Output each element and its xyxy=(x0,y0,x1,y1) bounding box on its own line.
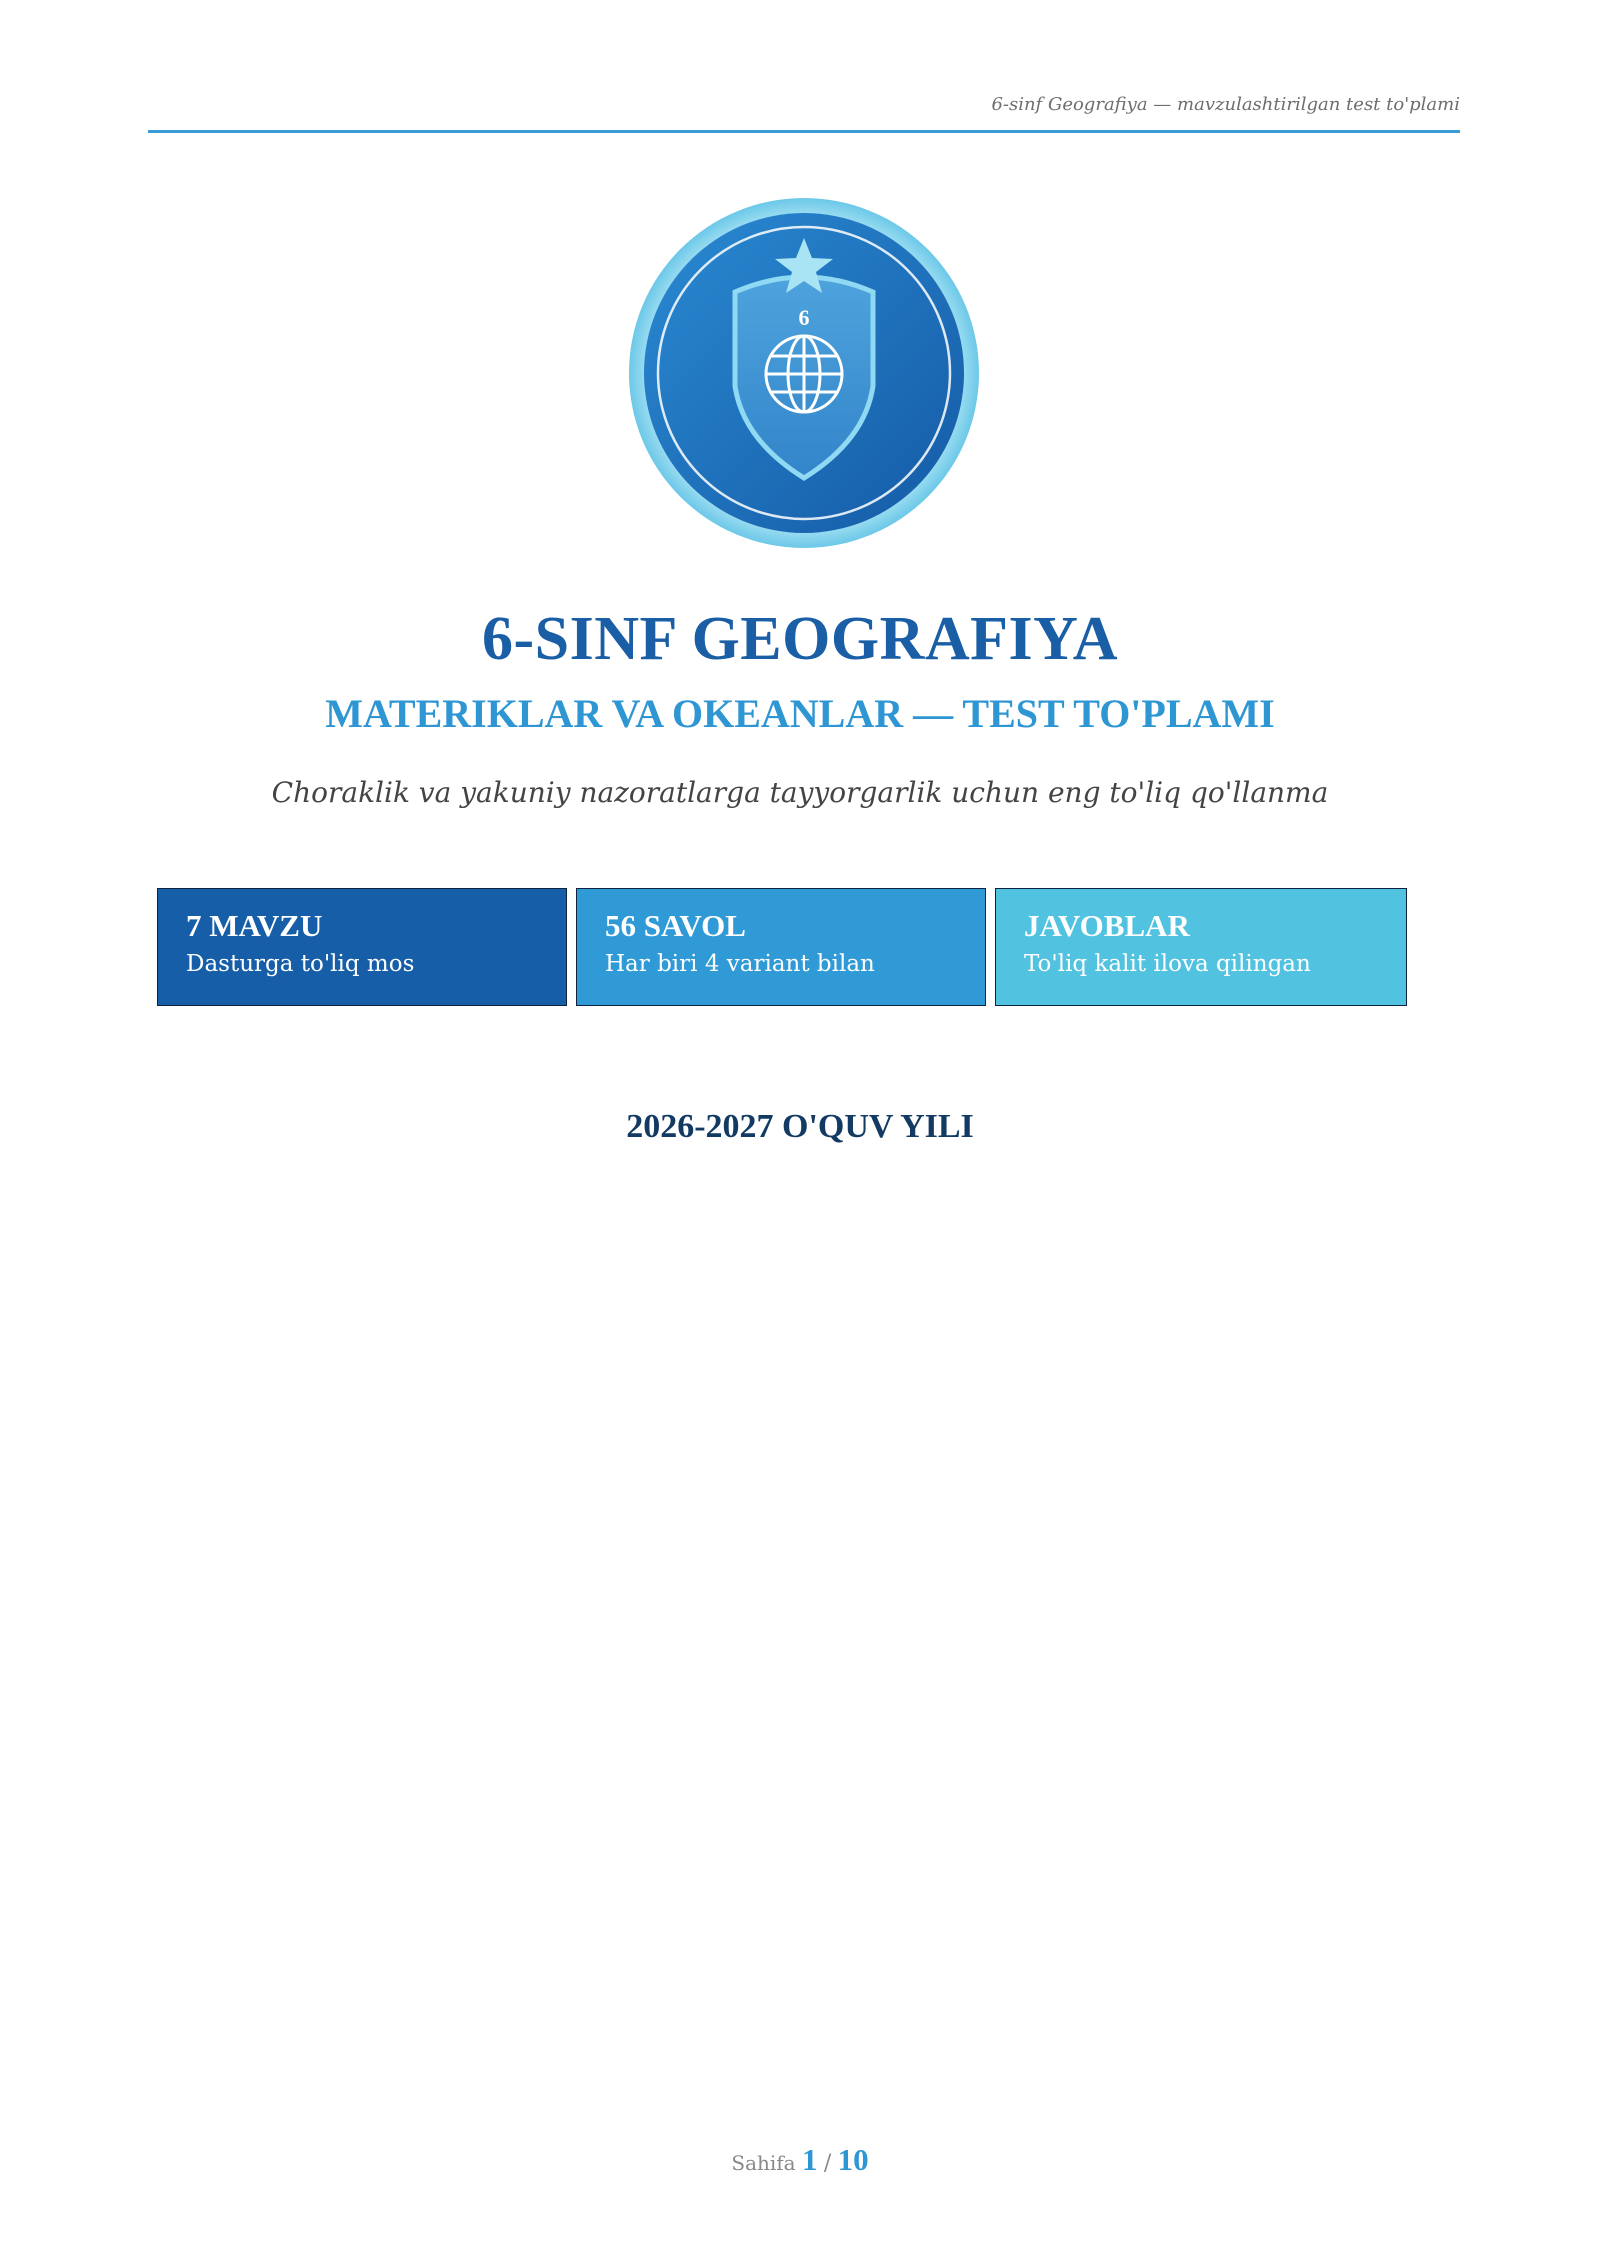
academic-year: 2026-2027 O'QUV YILI xyxy=(626,1108,974,1145)
stat-card-answers xyxy=(995,888,1407,1006)
stat-card-title: JAVOBLAR xyxy=(1024,908,1190,943)
page-separator: / xyxy=(823,2151,832,2176)
grade-number: 6 xyxy=(798,305,810,330)
stat-card-description: Har biri 4 variant bilan xyxy=(605,951,875,977)
stat-card-title: 56 SAVOL xyxy=(605,908,746,943)
page-label: Sahifa xyxy=(731,2151,796,2175)
page-number xyxy=(0,2142,1600,2178)
total-pages: 10 xyxy=(837,2142,869,2177)
current-page: 1 xyxy=(801,2142,818,2177)
header-rule xyxy=(148,130,1460,133)
stat-card-title: 7 MAVZU xyxy=(186,908,323,943)
stat-card-description: To'liq kalit ilova qilingan xyxy=(1024,951,1311,977)
stat-card-description: Dasturga to'liq mos xyxy=(186,951,415,977)
emblem-graphic xyxy=(629,198,979,548)
stat-card-questions xyxy=(576,888,986,1006)
stat-card-topics xyxy=(157,888,567,1006)
document-subtitle: MATERIKLAR VA OKEANLAR — TEST TO'PLAMI xyxy=(325,691,1275,736)
document-tagline: Choraklik va yakuniy nazoratlarga tayyorgarlik uchun eng to'liq qo'llanma xyxy=(271,776,1329,809)
document-title: 6-SINF GEOGRAFIYA xyxy=(481,605,1119,673)
grade-emblem xyxy=(629,198,979,548)
running-header: 6-sinf Geografiya — mavzulashtirilgan test to'plami xyxy=(991,94,1460,115)
globe-icon xyxy=(766,336,842,412)
